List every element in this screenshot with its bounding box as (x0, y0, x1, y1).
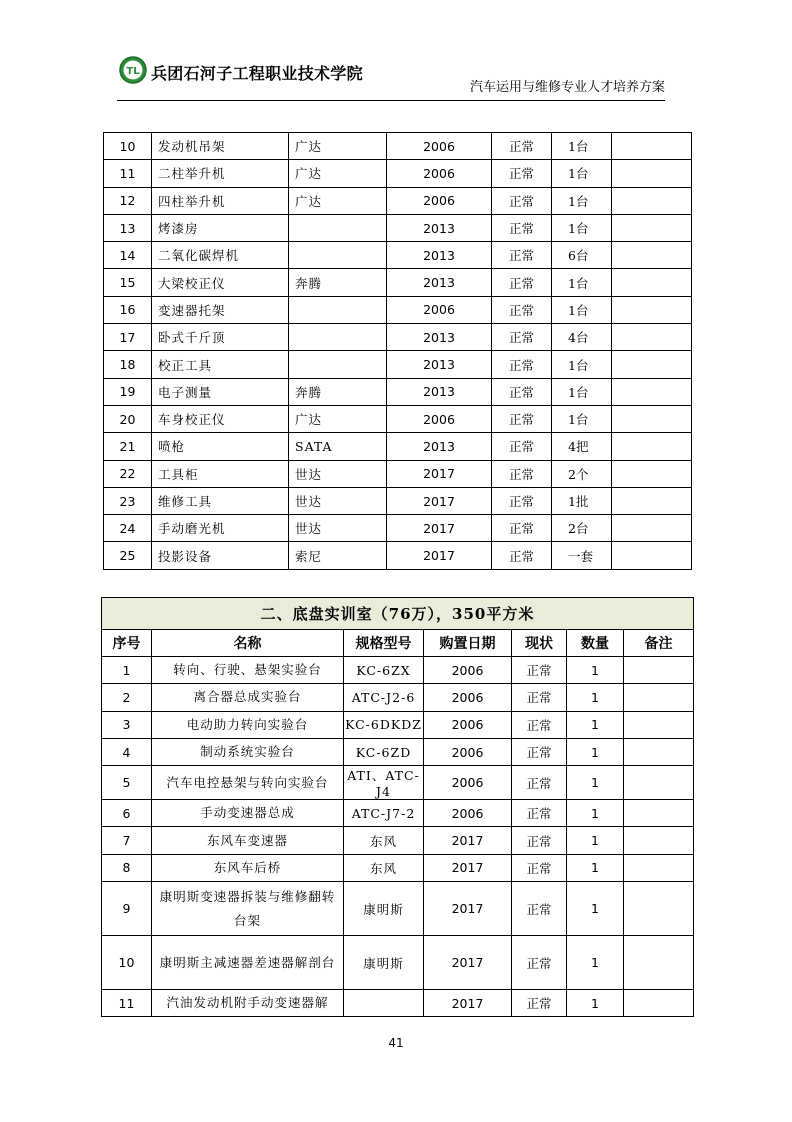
brand-cell (289, 324, 387, 351)
table-row (102, 766, 694, 800)
equipment-name-cell: 喷枪 (152, 433, 289, 460)
table-caption: 二、底盘实训室（76万），350平方米 (102, 598, 694, 630)
header-status: 现状 (512, 630, 567, 657)
header-quantity: 数量 (567, 630, 624, 657)
purchase-year-cell: 2017 (424, 854, 512, 881)
header-name: 名称 (152, 630, 344, 657)
row-no-cell: 9 (102, 882, 152, 936)
table-row (102, 684, 694, 711)
purchase-year-cell: 2006 (387, 405, 492, 432)
equipment-name-cell: 电子测量 (152, 378, 289, 405)
table-row (104, 542, 692, 569)
equipment-name-cell: 校正工具 (152, 351, 289, 378)
note-cell (624, 738, 694, 765)
status-cell: 正常 (492, 378, 552, 405)
purchase-year-cell: 2013 (387, 433, 492, 460)
note-cell (612, 487, 692, 514)
equipment-name-cell: 四柱举升机 (152, 187, 289, 214)
table-row (104, 378, 692, 405)
row-no-cell: 16 (104, 296, 152, 323)
status-cell: 正常 (492, 214, 552, 241)
row-no-cell: 18 (104, 351, 152, 378)
status-cell: 正常 (492, 542, 552, 569)
row-no-cell: 5 (102, 766, 152, 800)
brand-cell: 奔腾 (289, 378, 387, 405)
equipment-name-cell: 东风车变速器 (152, 827, 344, 854)
table-row (104, 460, 692, 487)
equipment-name-cell: 康明斯主减速器差速器解剖台 (152, 936, 344, 990)
note-cell (612, 242, 692, 269)
note-cell (624, 936, 694, 990)
quantity-cell: 1 (567, 936, 624, 990)
quantity-cell: 1批 (552, 487, 612, 514)
brand-cell: 世达 (289, 515, 387, 542)
model-cell: ATI、ATC-J4 (344, 766, 424, 800)
table-header-row (102, 630, 694, 657)
note-cell (612, 433, 692, 460)
brand-cell: 广达 (289, 160, 387, 187)
equipment-name-cell: 维修工具 (152, 487, 289, 514)
quantity-cell: 1台 (552, 214, 612, 241)
table-row (102, 657, 694, 684)
quantity-cell: 1 (567, 990, 624, 1017)
status-cell: 正常 (512, 711, 567, 738)
row-no-cell: 6 (102, 800, 152, 827)
brand-cell (289, 214, 387, 241)
school-name: 兵团石河子工程职业技术学院 (151, 64, 363, 83)
table-row (104, 269, 692, 296)
logo-text: TL (126, 66, 140, 77)
table-row (102, 738, 694, 765)
brand-cell: 奔腾 (289, 269, 387, 296)
model-cell: 东风 (344, 827, 424, 854)
purchase-year-cell: 2013 (387, 269, 492, 296)
table-row (102, 800, 694, 827)
purchase-year-cell: 2006 (387, 296, 492, 323)
note-cell (612, 324, 692, 351)
quantity-cell: 1台 (552, 378, 612, 405)
table-row (102, 854, 694, 881)
table-row (104, 160, 692, 187)
table-row (104, 187, 692, 214)
quantity-cell: 1 (567, 827, 624, 854)
note-cell (612, 542, 692, 569)
status-cell: 正常 (492, 133, 552, 160)
quantity-cell: 2个 (552, 460, 612, 487)
table-row (102, 827, 694, 854)
note-cell (612, 351, 692, 378)
quantity-cell: 1台 (552, 187, 612, 214)
brand-cell: 索尼 (289, 542, 387, 569)
purchase-year-cell: 2006 (424, 684, 512, 711)
equipment-name-cell: 烤漆房 (152, 214, 289, 241)
document-title: 汽车运用与维修专业人才培养方案 (469, 80, 665, 95)
note-cell (624, 882, 694, 936)
table-row (104, 214, 692, 241)
quantity-cell: 1台 (552, 405, 612, 432)
page-header (117, 52, 665, 101)
row-no-cell: 14 (104, 242, 152, 269)
equipment-name-cell: 东风车后桥 (152, 854, 344, 881)
row-no-cell: 4 (102, 738, 152, 765)
quantity-cell: 1台 (552, 133, 612, 160)
status-cell: 正常 (492, 242, 552, 269)
note-cell (612, 269, 692, 296)
status-cell: 正常 (492, 433, 552, 460)
note-cell (624, 766, 694, 800)
status-cell: 正常 (512, 827, 567, 854)
row-no-cell: 22 (104, 460, 152, 487)
purchase-year-cell: 2006 (387, 133, 492, 160)
purchase-year-cell: 2017 (424, 990, 512, 1017)
note-cell (612, 296, 692, 323)
purchase-year-cell: 2017 (387, 487, 492, 514)
row-no-cell: 19 (104, 378, 152, 405)
model-cell: 康明斯 (344, 882, 424, 936)
purchase-year-cell: 2013 (387, 324, 492, 351)
note-cell (612, 405, 692, 432)
status-cell: 正常 (512, 990, 567, 1017)
status-cell: 正常 (512, 854, 567, 881)
quantity-cell: 2台 (552, 515, 612, 542)
note-cell (624, 990, 694, 1017)
brand-cell: 世达 (289, 487, 387, 514)
row-no-cell: 25 (104, 542, 152, 569)
purchase-year-cell: 2013 (387, 351, 492, 378)
equipment-name-cell: 手动磨光机 (152, 515, 289, 542)
status-cell: 正常 (512, 882, 567, 936)
table-row (102, 990, 694, 1017)
row-no-cell: 23 (104, 487, 152, 514)
row-no-cell: 1 (102, 657, 152, 684)
note-cell (612, 187, 692, 214)
quantity-cell: 1 (567, 711, 624, 738)
status-cell: 正常 (492, 269, 552, 296)
table-row (102, 936, 694, 990)
note-cell (612, 515, 692, 542)
quantity-cell: 1 (567, 684, 624, 711)
row-no-cell: 15 (104, 269, 152, 296)
equipment-name-cell: 变速器托架 (152, 296, 289, 323)
row-no-cell: 10 (102, 936, 152, 990)
brand-cell: 广达 (289, 133, 387, 160)
status-cell: 正常 (492, 351, 552, 378)
status-cell: 正常 (492, 405, 552, 432)
quantity-cell: 4台 (552, 324, 612, 351)
model-cell: 康明斯 (344, 936, 424, 990)
status-cell: 正常 (492, 296, 552, 323)
model-cell: KC-6DKDZ (344, 711, 424, 738)
row-no-cell: 3 (102, 711, 152, 738)
status-cell: 正常 (512, 936, 567, 990)
purchase-year-cell: 2006 (424, 738, 512, 765)
equipment-name-cell: 汽油发动机附手动变速器解 (152, 990, 344, 1017)
note-cell (624, 854, 694, 881)
row-no-cell: 17 (104, 324, 152, 351)
model-cell: KC-6ZD (344, 738, 424, 765)
brand-cell: 世达 (289, 460, 387, 487)
brand-cell (289, 296, 387, 323)
purchase-year-cell: 2006 (387, 187, 492, 214)
purchase-year-cell: 2017 (387, 542, 492, 569)
table-caption-row (102, 598, 694, 630)
note-cell (612, 460, 692, 487)
quantity-cell: 1台 (552, 351, 612, 378)
row-no-cell: 11 (104, 160, 152, 187)
model-cell: ATC-J2-6 (344, 684, 424, 711)
equipment-table-continued (103, 132, 692, 570)
purchase-year-cell: 2017 (387, 460, 492, 487)
quantity-cell: 1 (567, 800, 624, 827)
row-no-cell: 13 (104, 214, 152, 241)
status-cell: 正常 (512, 684, 567, 711)
note-cell (612, 160, 692, 187)
quantity-cell: 6台 (552, 242, 612, 269)
table-row (104, 324, 692, 351)
note-cell (624, 827, 694, 854)
equipment-name-cell: 电动助力转向实验台 (152, 711, 344, 738)
purchase-year-cell: 2017 (424, 827, 512, 854)
purchase-year-cell: 2006 (424, 711, 512, 738)
table-row (102, 711, 694, 738)
row-no-cell: 2 (102, 684, 152, 711)
quantity-cell: 1台 (552, 160, 612, 187)
status-cell: 正常 (492, 515, 552, 542)
equipment-name-cell: 制动系统实验台 (152, 738, 344, 765)
quantity-cell: 1 (567, 882, 624, 936)
equipment-name-cell: 手动变速器总成 (152, 800, 344, 827)
equipment-name-cell: 二氧化碳焊机 (152, 242, 289, 269)
note-cell (612, 378, 692, 405)
quantity-cell: 1 (567, 854, 624, 881)
equipment-name-cell: 二柱举升机 (152, 160, 289, 187)
header-purchase-date: 购置日期 (424, 630, 512, 657)
quantity-cell: 1台 (552, 296, 612, 323)
model-cell: ATC-J7-2 (344, 800, 424, 827)
table-row (104, 433, 692, 460)
purchase-year-cell: 2017 (424, 882, 512, 936)
equipment-name-cell: 工具柜 (152, 460, 289, 487)
purchase-year-cell: 2013 (387, 242, 492, 269)
chassis-training-room-table (101, 597, 694, 1017)
status-cell: 正常 (512, 800, 567, 827)
brand-cell: 广达 (289, 405, 387, 432)
equipment-name-cell: 汽车电控悬架与转向实验台 (152, 766, 344, 800)
row-no-cell: 20 (104, 405, 152, 432)
row-no-cell: 11 (102, 990, 152, 1017)
table-row (102, 882, 694, 936)
status-cell: 正常 (512, 657, 567, 684)
model-cell (344, 990, 424, 1017)
note-cell (624, 711, 694, 738)
purchase-year-cell: 2013 (387, 214, 492, 241)
quantity-cell: 1 (567, 766, 624, 800)
note-cell (624, 684, 694, 711)
status-cell: 正常 (492, 487, 552, 514)
brand-cell (289, 351, 387, 378)
status-cell: 正常 (492, 324, 552, 351)
equipment-name-cell: 康明斯变速器拆装与维修翻转台架 (152, 882, 344, 936)
note-cell (624, 800, 694, 827)
quantity-cell: 1 (567, 657, 624, 684)
table-row (104, 515, 692, 542)
note-cell (624, 657, 694, 684)
equipment-name-cell: 发动机吊架 (152, 133, 289, 160)
status-cell: 正常 (512, 738, 567, 765)
row-no-cell: 12 (104, 187, 152, 214)
status-cell: 正常 (512, 766, 567, 800)
header-note: 备注 (624, 630, 694, 657)
purchase-year-cell: 2017 (387, 515, 492, 542)
purchase-year-cell: 2006 (424, 657, 512, 684)
equipment-name-cell: 转向、行驶、悬架实验台 (152, 657, 344, 684)
page-number: 41 (388, 1036, 404, 1050)
header-no: 序号 (102, 630, 152, 657)
status-cell: 正常 (492, 460, 552, 487)
model-cell: KC-6ZX (344, 657, 424, 684)
row-no-cell: 21 (104, 433, 152, 460)
quantity-cell: 4把 (552, 433, 612, 460)
brand-cell (289, 242, 387, 269)
brand-cell: 广达 (289, 187, 387, 214)
note-cell (612, 214, 692, 241)
table-row (104, 487, 692, 514)
header-model: 规格型号 (344, 630, 424, 657)
table-row (104, 351, 692, 378)
equipment-name-cell: 卧式千斤顶 (152, 324, 289, 351)
brand-cell: SATA (289, 433, 387, 460)
purchase-year-cell: 2017 (424, 936, 512, 990)
status-cell: 正常 (492, 187, 552, 214)
note-cell (612, 133, 692, 160)
equipment-name-cell: 大梁校正仪 (152, 269, 289, 296)
model-cell: 东风 (344, 854, 424, 881)
purchase-year-cell: 2006 (387, 160, 492, 187)
equipment-name-cell: 离合器总成实验台 (152, 684, 344, 711)
table-row (104, 405, 692, 432)
row-no-cell: 10 (104, 133, 152, 160)
quantity-cell: 一套 (552, 542, 612, 569)
quantity-cell: 1 (567, 738, 624, 765)
equipment-name-cell: 投影设备 (152, 542, 289, 569)
row-no-cell: 7 (102, 827, 152, 854)
quantity-cell: 1台 (552, 269, 612, 296)
row-no-cell: 24 (104, 515, 152, 542)
purchase-year-cell: 2013 (387, 378, 492, 405)
status-cell: 正常 (492, 160, 552, 187)
table-row (104, 242, 692, 269)
purchase-year-cell: 2006 (424, 766, 512, 800)
purchase-year-cell: 2006 (424, 800, 512, 827)
table-row (104, 133, 692, 160)
row-no-cell: 8 (102, 854, 152, 881)
equipment-name-cell: 车身校正仪 (152, 405, 289, 432)
school-logo-icon (119, 56, 147, 84)
table-row (104, 296, 692, 323)
